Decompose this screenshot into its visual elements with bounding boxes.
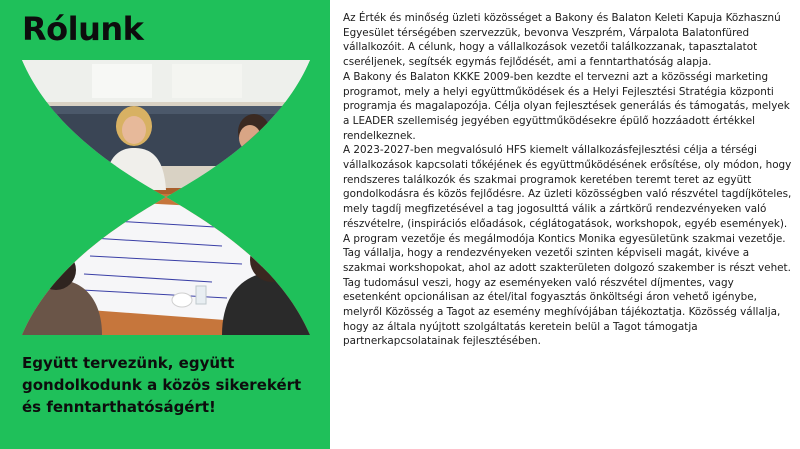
paragraph: Az Érték és minőség üzleti közösséget a Bakony és Balaton Keleti Kapuja Közhasznú Egyesület térségében szervezzük, bevonva Veszprém, Várpalota Balatonfüred vállalkozóit. A célunk, hogy a vállalkozások vezetői találkozzanak, tapasztalatot cseréljenek, segítsék egymás fejlődését, ami a fenntarthatóság alapja. (343, 12, 781, 69)
paragraph: Tag tudomásul veszi, hogy az eseményeken való részvétel díjmentes, vagy esetenként opcionálisan az étel/ital fogyasztás önköltségi áron vehető igénybe, melyről Közösség a Tagot az esemény meghívójában tájékoztatja. Közösség vállalja, hogy az általa nyújtott szolgáltatás keretein belül a Tagot támogatja partnerkapcsolatainak fejlesztésében. (343, 276, 781, 348)
left-panel (0, 0, 330, 449)
meeting-photo (22, 60, 310, 335)
about-text (343, 11, 793, 441)
page-title: Rólunk (22, 10, 144, 48)
paragraph: A program vezetője és megálmodója Kontics Monika egyesületünk szakmai vezetője. Tag vállalja, hogy a rendezvényeken vezetői szinten képviseli magát, kivéve a szakmai workshopokat, ahol az adott szakterületen dolgozó szakember is részt vehet. (343, 232, 791, 274)
tagline: Együtt tervezünk, együtt gondolkodunk a közös sikerekért és fenntarthatóságért! (22, 354, 302, 416)
paragraph: A 2023-2027-ben megvalósuló HFS kiemelt vállalkozásfejlesztési célja a térségi vállalkozások kapcsolati tőkéjének és együttműködésének erősítése, oly módon, hogy rendszeres találkozók és szakmai programok keretében teremt teret az együtt gondolkodásra és közös fejlődésre. Az üzleti közösségben való részvétel tagdíjköteles, mely tagdíj megfizetésével a tag jogosulttá válik a zártkörű rendezvényeken való részvételre, (inspirációs előadások, céglátogatások, workshopok, egyéb események). (343, 144, 792, 230)
paragraph: A Bakony és Balaton KKKE 2009-ben kezdte el tervezni azt a közösségi marketing programot, mely a helyi együttműködések és a Helyi Fejlesztési Stratégia központi programja és magalapozója. Célja olyan fejlesztések generálás és támogatás, melyek a LEADER szellemiség jegyében együttműködésekre épülő hozzáadott értékkel rendelkeznek. (343, 70, 790, 142)
